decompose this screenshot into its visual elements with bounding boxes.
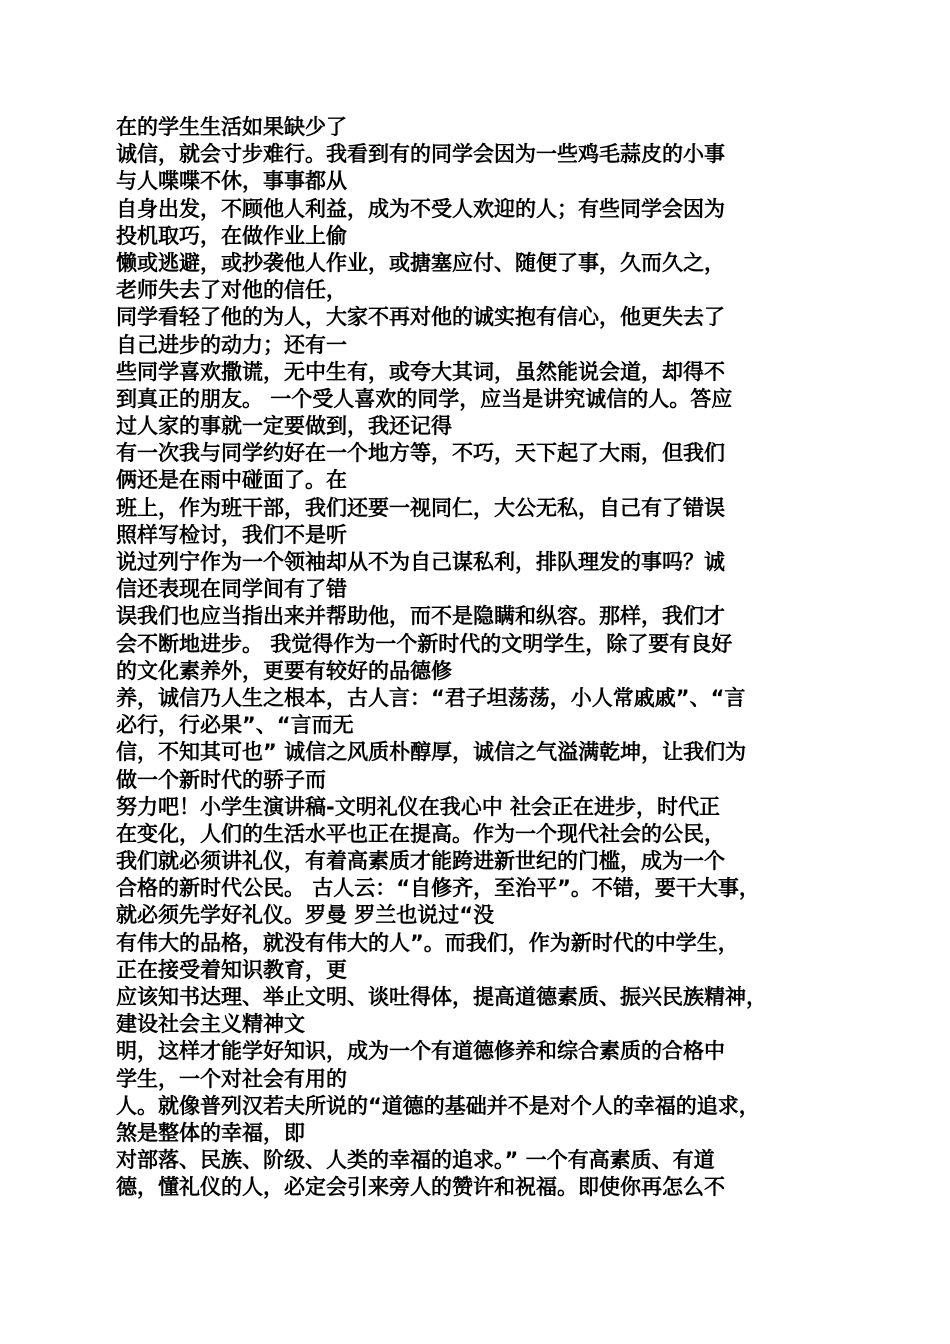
text-line: 必行，行必果”、“言而无 [116,713,354,738]
text-line: 过人家的事就一定要做到，我还记得 [116,414,452,439]
text-line: 说过列宁作为一个领袖却从不为自己谋私利，排队理发的事吗？诚 [116,550,725,574]
text-line: 信，不知其可也” 诚信之风质朴醇厚，诚信之气溢满乾坤，让我们为 [116,740,747,765]
text-line: 班上，作为班干部，我们还要一视同仁，大公无私，自己有了错误 [116,495,725,520]
text-line: 有一次我与同学约好在一个地方等，不巧，天下起了大雨，但我们 [116,441,725,466]
text-line: 到真正的朋友。 一个受人喜欢的同学，应当是讲究诚信的人。答应 [116,386,733,411]
text-line: 在的学生生活如果缺少了 [116,115,347,139]
text-line: 德，懂礼仪的人，必定会引来旁人的赞许和祝福。即使你再怎么不 [116,1175,725,1200]
text-line: 应该知书达理、举止文明、谈吐得体，提高道德素质、振兴民族精神， [116,985,767,1009]
text-line: 煞是整体的幸福，即 [116,1120,305,1145]
text-line: 与人喋喋不休，事事都从 [116,169,347,194]
text-line: 误我们也应当指出来并帮助他，而不是隐瞒和纵容。那样，我们才 [116,604,725,629]
text-line: 明，这样才能学好知识，成为一个有道德修养和综合素质的合格中 [116,1039,725,1064]
text-line: 自身出发，不顾他人利益，成为不受人欢迎的人；有些同学会因为 [116,196,725,221]
text-line: 诚信，就会寸步难行。我看到有的同学会因为一些鸡毛蒜皮的小事 [116,142,725,167]
text-line: 正在接受着知识教育，更 [116,957,347,982]
text-line: 有伟大的品格，就没有伟大的人”。而我们，作为新时代的中学生， [116,930,739,955]
body-text [116,114,856,1202]
text-line: 我们就必须讲礼仪，有着高素质才能跨进新世纪的门槛，成为一个 [116,849,725,874]
text-line: 投机取巧，在做作业上偷 [116,223,347,248]
text-line: 合格的新时代公民。 古人云：“自修齐，至治平”。不错，要干大事， [116,876,760,901]
text-line: 会不断地进步。 我觉得作为一个新时代的文明学生，除了要有良好 [116,631,733,656]
text-line: 些同学喜欢撒谎，无中生有，或夸大其词，虽然能说会道，却得不 [116,359,725,384]
text-line: 自己进步的动力；还有一 [116,332,347,357]
text-line: 人。就像普列汉若夫所说的“道德的基础并不是对个人的幸福的追求， [116,1093,760,1118]
text-line: 对部落、民族、阶级、人类的幸福的追求。” 一个有高素质、有道 [116,1148,715,1173]
text-line: 照样写检讨，我们不是听 [116,522,347,547]
text-line: 老师失去了对他的信任， [116,278,347,303]
text-line: 做一个新时代的骄子而 [116,767,326,792]
text-line: 懒或逃避，或抄袭他人作业，或搪塞应付、随便了事，久而久之， [116,250,725,275]
text-line: 同学看轻了他的为人，大家不再对他的诚实抱有信心，他更失去了 [116,305,725,330]
text-line: 努力吧！小学生演讲稿-文明礼仪在我心中 社会正在进步，时代正 [116,794,721,819]
text-line: 在变化，人们的生活水平也正在提高。作为一个现代社会的公民， [116,821,725,846]
text-line: 学生，一个对社会有用的 [116,1066,347,1091]
text-line: 的文化素养外，更要有较好的品德修 [116,658,452,683]
text-line: 养，诚信乃人生之根本，古人言：“君子坦荡荡，小人常戚戚”、“言 [116,685,746,710]
text-line: 信还表现在同学间有了错 [116,577,347,602]
text-line: 就必须先学好礼仪。罗曼 罗兰也说过“没 [116,903,495,928]
text-line: 俩还是在雨中碰面了。在 [116,468,347,493]
text-line: 建设社会主义精神文 [116,1012,305,1037]
